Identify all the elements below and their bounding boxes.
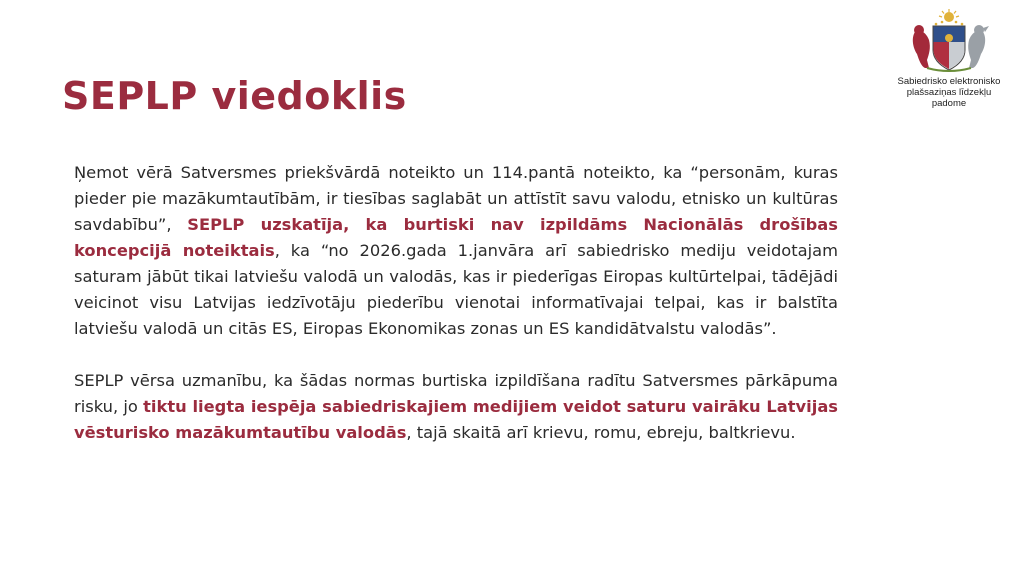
slide-title: SEPLP viedoklis [62, 74, 407, 118]
logo-caption-line: Sabiedrisko elektronisko [897, 76, 1001, 87]
paragraph-text: SEPLP vērsa uzmanību, ka šādas normas burtiska izpildīšana radītu Satversmes pārkāpuma risku, jo [74, 371, 838, 416]
latvia-coat-of-arms-icon [907, 8, 991, 72]
paragraph-text: , ka “no 2026.gada 1.janvāra arī sabiedrisko mediju veidotajam saturam jābūt tikai latviešu valodā un valodās, kas ir piederīgas Eiropas kultūrtelpai, tādējādi veicinot visu Latvijas iedzīvotāju piederību vienotai informatīvajai telpai, kas ir balstīta latviešu valodā un citās ES, Eiropas Ekonomikas zonas un ES kandidātvalstu valodās”. [74, 241, 838, 338]
slide-body [74, 160, 838, 446]
logo-caption-line: padome [931, 98, 967, 109]
logo-caption [886, 76, 1012, 109]
paragraph-satversme [74, 160, 838, 342]
paragraph-risk [74, 368, 838, 446]
paragraph-text: , tajā skaitā arī krievu, romu, ebreju, baltkrievu. [406, 423, 796, 442]
organization-logo [886, 8, 1012, 109]
highlighted-statement: tiktu liegta iespēja sabiedriskajiem medijiem veidot saturu vairāku Latvijas vēsturisko mazākumtautību valodās [74, 397, 838, 442]
paragraph-text: Ņemot vērā Satversmes priekšvārdā noteikto un 114.pantā noteikto, ka “personām, kuras pieder pie mazākumtautībām, ir tiesības saglabāt un attīstīt savu valodu, etnisko un kultūras savdabību”, [74, 163, 838, 234]
logo-caption-line: plašsaziņas līdzekļu [906, 87, 992, 98]
highlighted-statement: SEPLP uzskatīja, ka burtiski nav izpildāms Nacionālās drošības koncepcijā noteiktais [74, 215, 838, 260]
